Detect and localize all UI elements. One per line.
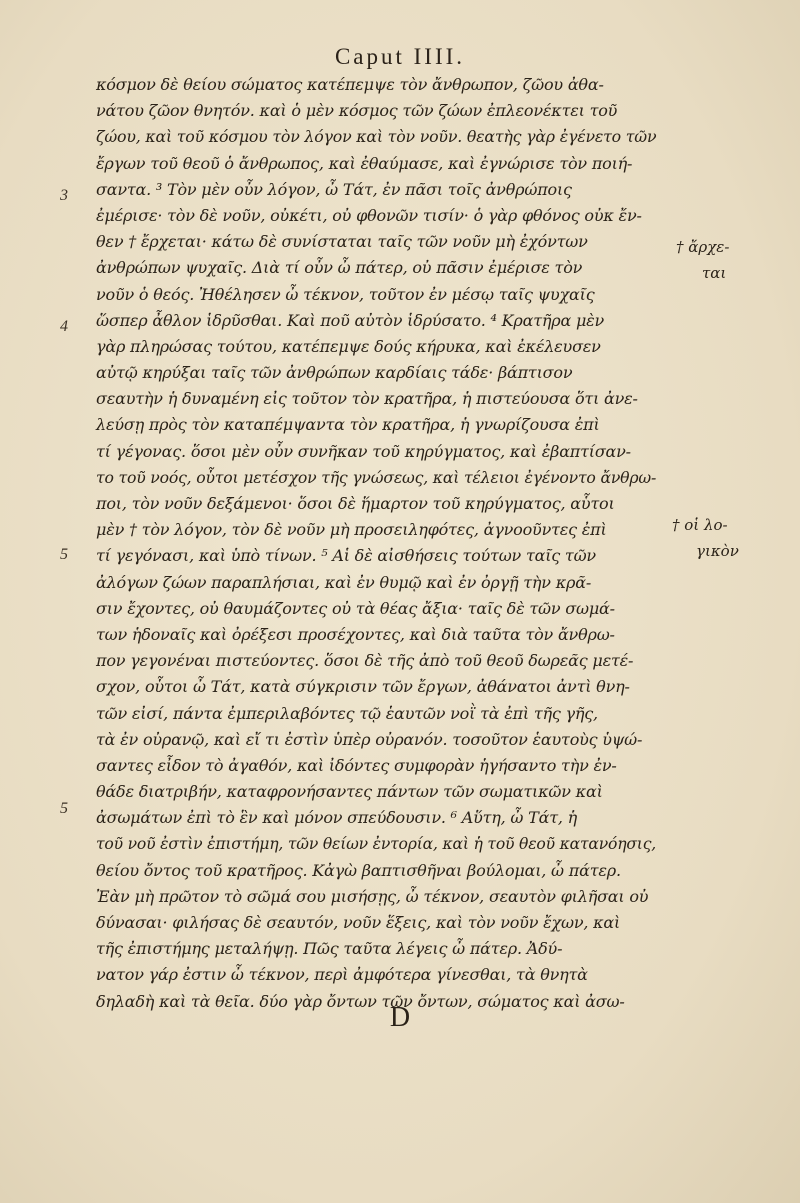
text-line: ἀλόγων ζώων παραπλήσιαι, καὶ ἐν θυμῷ καὶ ἐν ὀργῇ τὴν κρᾶ- [96,572,592,592]
signature-mark: D [389,1002,411,1033]
text-line: σιν ἔχοντες, οὐ θαυμάζοντες οὐ τὰ θέας ἄξια· ταῖς δὲ τῶν σωμά- [96,598,615,618]
text-line: δύνασαι· φιλήσας δὲ σεαυτόν, νοῦν ἕξεις, καὶ τὸν νοῦν ἔχων, καὶ [96,913,621,932]
text-line: νατον γάρ ἐστιν ὦ τέκνον, περὶ ἀμφότερα γίνεσθαι, τὰ θνητὰ [96,965,588,985]
text-line: το τοῦ νοός, οὗτοι μετέσχον τῆς γνώσεως, καὶ τέλειοι ἐγένοντο ἄνθρω- [96,467,657,487]
text-line: ἔργων τοῦ θεοῦ ὁ ἄνθρωπος, καὶ ἐθαύμασε, καὶ ἐγνώρισε τὸν ποιή- [96,153,633,173]
margin-note: ται [702,264,727,282]
text-line: μὲν † τὸν λόγον, τὸν δὲ νοῦν μὴ προσειληφότες, ἀγνοοῦντες ἐπὶ [96,520,607,540]
chapter-heading: Caput IIII. [334,44,466,69]
verse-number: 4 [60,318,68,335]
text-line: ποι, τὸν νοῦν δεξάμενοι· ὅσοι δὲ ἥμαρτον τοῦ κηρύγματος, αὗτοι [96,494,615,513]
text-line: νοῦν ὁ θεός. Ἠθέλησεν ὦ τέκνον, τοῦτον ἐν μέσῳ ταῖς ψυχαῖς [96,284,595,304]
verse-number: 3 [60,187,68,204]
text-line: ἐμέρισε· τὸν δὲ νοῦν, οὐκέτι, οὐ φθονῶν τισίν· ὁ γὰρ φθόνος οὐκ ἔν- [96,205,642,225]
main-text-block [96,72,656,1015]
margin-note: γικὸν [696,542,739,560]
text-line: τῆς ἐπιστήμης μεταλήψῃ. Πῶς ταῦτα λέγεις ὦ πάτερ. Ἀδύ- [96,939,563,959]
text-line: δηλαδὴ καὶ τὰ θεῖα. δύο γὰρ ὄντων τῶν ὄντων, σώματος καὶ ἀσω- [96,991,625,1011]
margin-note: † οἱ λο- [672,516,728,534]
verse-number: 5 [60,800,68,817]
text-line: πον γεγονέναι πιστεύοντες. ὅσοι δὲ τῆς ἀπὸ τοῦ θεοῦ δωρεᾶς μετέ- [96,651,634,671]
text-line: τί γεγόνασι, καὶ ὑπὸ τίνων. ⁵ Αἱ δὲ αἰσθήσεις τούτων ταῖς τῶν [96,546,596,566]
text-line: θεν † ἔρχεται· κάτω δὲ συνίσταται ταῖς τῶν νοῦν μὴ ἐχόντων [96,232,588,252]
text-line: Ἐὰν μὴ πρῶτον τὸ σῶμά σου μισήσῃς, ὦ τέκνον, σεαυτὸν φιλῆσαι οὐ [96,886,649,906]
text-line: λεύσῃ πρὸς τὸν καταπέμψαντα τὸν κρατῆρα, ἡ γνωρίζουσα ἐπὶ [96,415,600,435]
verse-number: 5 [60,546,68,563]
text-line: νάτου ζῶον θνητόν. καὶ ὁ μὲν κόσμος τῶν ζώων ἐπλεονέκτει τοῦ [96,101,618,121]
text-line: τῶν εἰσί, πάντα ἐμπεριλαβόντες τῷ ἑαυτῶν νοῒ τὰ ἐπὶ τῆς γῆς, [96,703,598,723]
text-line: σαντες εἶδον τὸ ἀγαθόν, καὶ ἰδόντες συμφορὰν ἡγήσαντο τὴν ἐν- [96,755,617,775]
text-line: τί γέγονας. ὅσοι μὲν οὖν συνῆκαν τοῦ κηρύγματος, καὶ ἐβαπτίσαν- [96,441,631,461]
text-line: γὰρ πληρώσας τούτου, κατέπεμψε δούς κήρυκα, καὶ ἐκέλευσεν [96,336,601,356]
text-line: ἀσωμάτων ἐπὶ τὸ ἓν καὶ μόνον σπεύδουσιν. ⁶ Αὕτη, ὦ Τάτ, ἡ [96,808,578,828]
text-line: κόσμον δὲ θείου σώματος κατέπεμψε τὸν ἄνθρωπον, ζῶου ἀθα- [96,75,604,94]
text-line: θείου ὄντος τοῦ κρατῆρος. Κἀγὼ βαπτισθῆναι βούλομαι, ὦ πάτερ. [96,860,621,880]
text-line: των ἡδοναῖς καὶ ὀρέξεσι προσέχοντες, καὶ διὰ ταῦτα τὸν ἄνθρω- [96,624,615,644]
text-line: ἀνθρώπων ψυχαῖς. Διὰ τί οὖν ὦ πάτερ, οὐ πᾶσιν ἐμέρισε τὸν [96,258,583,278]
margin-note: † ἄρχε- [676,238,730,256]
text-line: τοῦ νοῦ ἐστὶν ἐπιστήμη, τῶν θείων ἐντορία, καὶ ἡ τοῦ θεοῦ κατανόησις, [96,834,657,854]
text-line: σχον, οὗτοι ὦ Τάτ, κατὰ σύγκρισιν τῶν ἔργων, ἀθάνατοι ἀντὶ θνη- [96,677,630,697]
text-line: θάδε διατριβήν, καταφρονήσαντες πάντων τῶν σωματικῶν καὶ [96,782,603,802]
text-line: τὰ ἐν οὐρανῷ, καὶ εἴ τι ἐστὶν ὑπὲρ οὐρανόν. τοσοῦτον ἑαυτοὺς ὑψώ- [96,729,643,749]
text-line: σεαυτὴν ἡ δυναμένη εἰς τοῦτον τὸν κρατῆρα, ἡ πιστεύουσα ὅτι ἀνε- [96,389,638,409]
text-line: ζώου, καὶ τοῦ κόσμου τὸν λόγον καὶ τὸν νοῦν. θεατὴς γὰρ ἐγένετο τῶν [96,127,657,147]
text-line: σαντα. ³ Τὸν μὲν οὖν λόγον, ὦ Τάτ, ἐν πᾶσι τοῖς ἀνθρώποις [96,179,572,199]
text-line: αὐτῷ κηρύξαι ταῖς τῶν ἀνθρώπων καρδίαις τάδε· βάπτισον [96,363,573,383]
text-line: ὥσπερ ἆθλον ἱδρῦσθαι. Καὶ ποῦ αὐτὸν ἱδρύσατο. ⁴ Κρατῆρα μὲν [96,310,605,330]
